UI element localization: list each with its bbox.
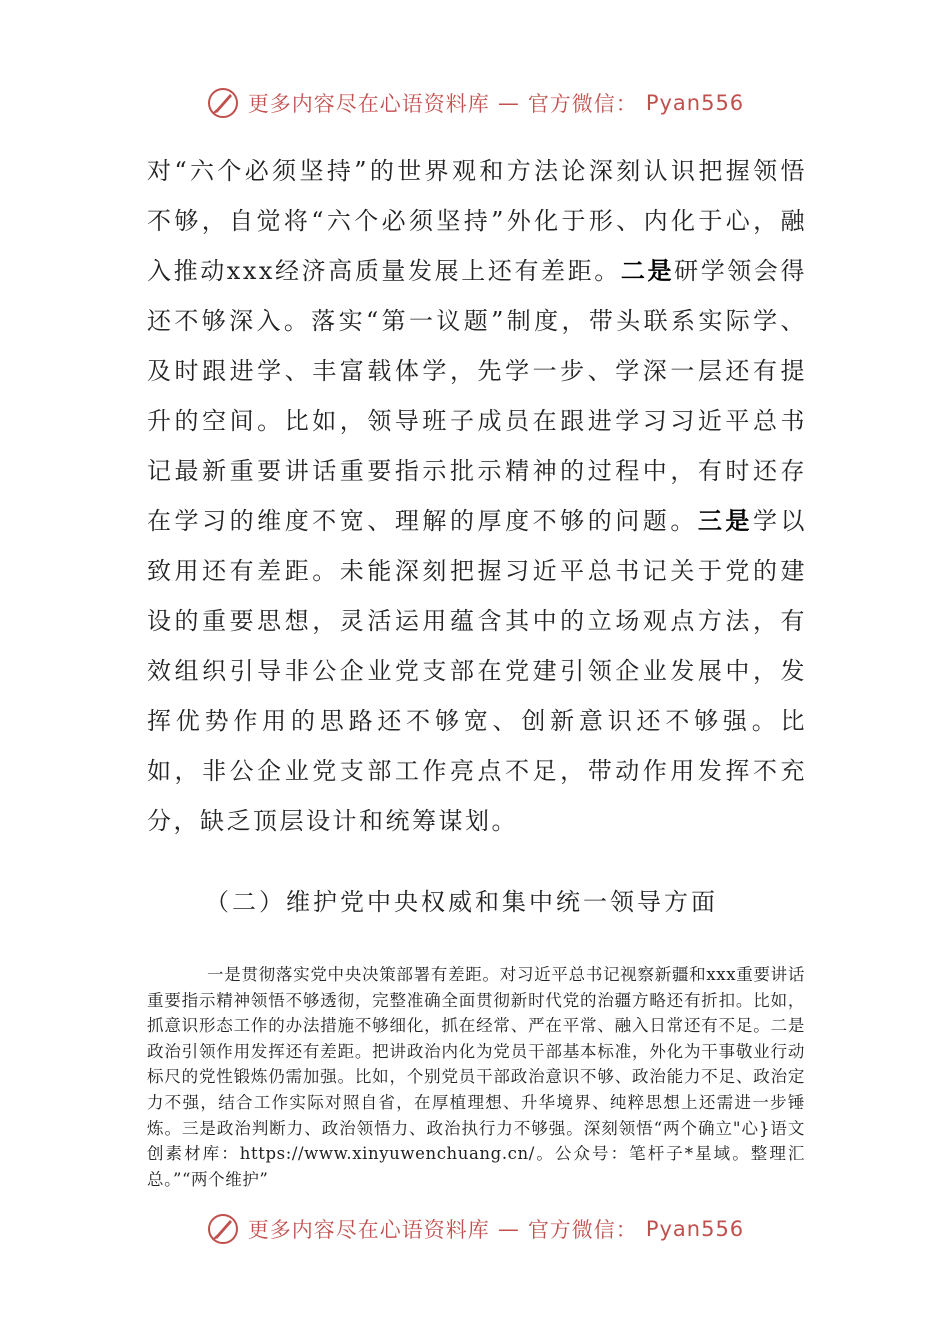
watermark-dash: — [497, 91, 520, 115]
small-paragraph: 一是贯彻落实党中央决策部署有差距。对习近平总书记视察新疆和xxx重要讲话重要指示精神领悟不够透彻，完整准确全面贯彻新时代党的治疆方略还有折扣。比如，抓意识形态工作的办法措施不够细化，抓在经常、严在平常、融入日常还有不足。二是政治引领作用发挥还有差距。把讲政治内化为党员干部基本标准，外化为干事敬业行动标尺的党性锻炼仍需加强。比如，个别党员干部政治意识不够、政治能力不足、政治定力不强，结合工作实际对照自省，在厚植理想、升华境界、纯粹思想上还需进一步锤炼。三是政治判断力、政治领悟力、政治执行力不够强。深刻领悟“两个确立"心}语文创素材库：https://www.xinyuwenchuang.cn/。公众号：笔杆子*星域。整理汇总。”“两个维护” [147, 965, 805, 1189]
section-heading: （二）维护党中央权威和集中统一领导方面 [205, 888, 718, 916]
body-part-3: 学以致用还有差距。未能深刻把握习近平总书记关于党的建设的重要思想，灵活运用蕴含其中的立场观点方法，有效组织引导非公企业党支部在党建引领企业发展中，发挥优势作用的思路还不够宽、创新意识还不够强。比如，非公企业党支部工作亮点不足，带动作用发挥不充分，缺乏顶层设计和统筹谋划。 [147, 507, 808, 835]
body-part-2: 研学领会得还不够深入。落实“第一议题”制度，带头联系实际学、及时跟进学、丰富载体学，先学一步、学深一层还有提升的空间。比如，领导班子成员在跟进学习习近平总书记最新重要讲话重要指示批示精神的过程中，有时还存在学习的维度不宽、理解的厚度不够的问题。 [147, 257, 808, 535]
watermark-official: 官方微信： [527, 1218, 638, 1242]
body-part-1: 对“六个必须坚持”的世界观和方法论深刻认识把握领悟不够，自觉将“六个必须坚持”外化于形、内化于心，融入推动xxx经济高质量发展上还有差距。 [147, 157, 807, 285]
watermark-site: 更多内容尽在心语资料库 [247, 92, 490, 116]
watermark-id: Pyan556 [645, 1217, 745, 1241]
body-bold-2: 二是 [620, 256, 675, 285]
watermark-footer [0, 1212, 950, 1246]
quill-logo-icon [206, 86, 240, 120]
watermark-dash: — [497, 1217, 520, 1241]
watermark-site: 更多内容尽在心语资料库 [247, 1218, 490, 1242]
quill-logo-icon [206, 1212, 240, 1246]
watermark-id: Pyan556 [645, 91, 745, 115]
body-paragraph [147, 146, 807, 846]
watermark-header [0, 86, 950, 120]
body-bold-3: 三是 [697, 506, 753, 535]
watermark-official: 官方微信： [527, 92, 638, 116]
